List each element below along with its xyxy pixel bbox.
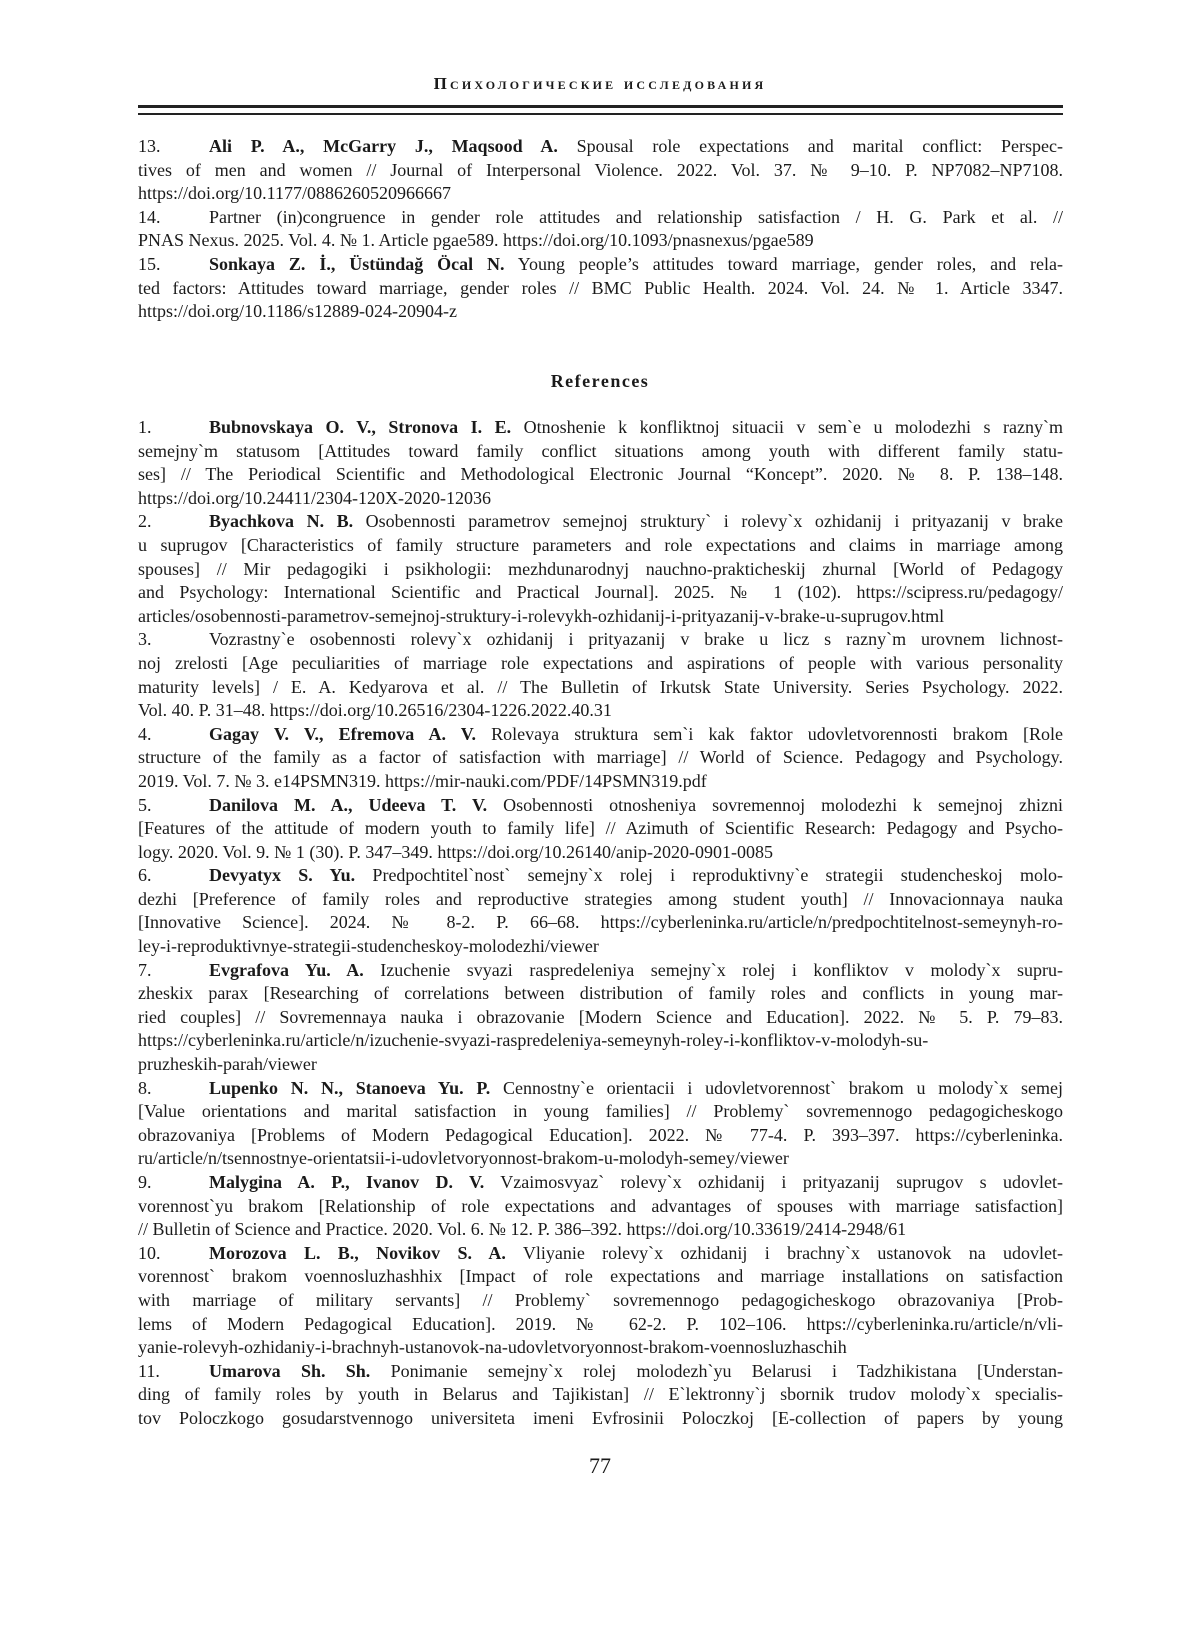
reference-line [138, 770, 1063, 794]
reference-entry [138, 206, 1063, 253]
reference-text: PNAS Nexus. 2025. Vol. 4. № 1. Article pgae589. https://doi.org/10.1093/pnasnexus/pgae589 [138, 230, 814, 250]
reference-text: [Features of the attitude of modern youth to family life] // Azimuth of Scientific Research: Pedagogy and Psycho- [138, 818, 1063, 838]
reference-text: Predpochtitel`nost` semejny`x rolej i reproduktivny`e strategii studencheskoj molo- [355, 865, 1063, 885]
reference-entry [138, 723, 1063, 794]
reference-text: semejny`m statusom [Attitudes toward family conflict situations among youth with different family statu- [138, 441, 1063, 461]
running-head: Психологические исследования [0, 74, 1200, 94]
reference-text: and Psychology: International Scientific and Practical Journal]. 2025. № 1 (102). https://scipress.ru/pedagogy/ [138, 582, 1063, 602]
reference-text: ru/article/n/tsennostnye-orientatsii-i-udovletvoryonnost-brakom-u-molodyh-semey/viewer [138, 1148, 789, 1168]
reference-text: dezhi [Preference of family roles and reproductive strategies among student youth] // Innovacionnaya nauka [138, 889, 1063, 909]
reference-text: pruzheskih-parah/viewer [138, 1054, 317, 1074]
reference-text: Partner (in)congruence in gender role attitudes and relationship satisfaction / H. G. Park et al. // [209, 207, 1063, 227]
reference-line [138, 277, 1063, 301]
reference-text: Otnoshenie k konfliktnoj situacii v sem`e u molodezhi s razny`m [511, 417, 1063, 437]
reference-text: Osobennosti parametrov semejnoj struktury` i rolevy`x ozhidanij i prityazanij v brake [353, 511, 1063, 531]
reference-text: Young people’s attitudes toward marriage, gender roles, and rela- [505, 254, 1063, 274]
reference-text: // Bulletin of Science and Practice. 2020. Vol. 6. № 12. P. 386–392. https://doi.org/10.33619/2414-2948/61 [138, 1219, 906, 1239]
reference-text: spouses] // Mir pedagogiki i psikhologii: mezhdunarodnyj nauchno-prakticheskij zhurnal [World of Pedagogy [138, 559, 1063, 579]
reference-line [138, 841, 1063, 865]
page-number: 77 [0, 1453, 1200, 1479]
reference-authors: Danilova M. A., Udeeva T. V. [209, 795, 487, 815]
reference-text: ding of family roles by youth in Belarus and Tajikistan] // E`lektronny`j sbornik trudov molody`x specialis- [138, 1384, 1063, 1404]
reference-line [138, 699, 1063, 723]
reference-text: zheskix parax [Researching of correlations between distribution of family roles and conflicts in young mar- [138, 983, 1063, 1003]
reference-line [138, 1124, 1063, 1148]
reference-text: [Value orientations and marital satisfaction in young families] // Problemy` sovremennogo pedagogicheskogo [138, 1101, 1063, 1121]
reference-line [138, 652, 1063, 676]
reference-line [138, 487, 1063, 511]
reference-number: 1. [138, 416, 193, 440]
reference-line [138, 300, 1063, 324]
reference-number: 4. [138, 723, 193, 747]
reference-text: lems of Modern Pedagogical Education]. 2019. № 62-2. P. 102–106. https://cyberleninka.ru/article/n/vli- [138, 1314, 1063, 1334]
reference-line [138, 440, 1063, 464]
reference-line [138, 723, 1063, 747]
reference-entry [138, 253, 1063, 324]
reference-line [138, 1383, 1063, 1407]
reference-text: tov Poloczkogo gosudarstvennogo universiteta imeni Evfrosinii Poloczkoj [E-collection of papers by young [138, 1408, 1063, 1428]
reference-text: yanie-rolevyh-ozhidaniy-i-brachnyh-ustanovok-na-udovletvoryonnost-brakom-voennosluzhaschih [138, 1337, 847, 1357]
reference-line [138, 1029, 1063, 1053]
reference-authors: Byachkova N. B. [209, 511, 353, 531]
reference-line [138, 534, 1063, 558]
reference-authors: Evgrafova Yu. A. [209, 960, 364, 980]
reference-number: 2. [138, 510, 193, 534]
reference-number: 7. [138, 959, 193, 983]
reference-line [138, 229, 1063, 253]
reference-text: vorennost`yu brakom [Relationship of role expectations and advantages of spouses with marriage satisfaction] [138, 1196, 1063, 1216]
reference-line [138, 911, 1063, 935]
reference-line [138, 1218, 1063, 1242]
reference-authors: Umarova Sh. Sh. [209, 1361, 370, 1381]
reference-authors: Morozova L. B., Novikov S. A. [209, 1243, 506, 1263]
reference-line [138, 935, 1063, 959]
reference-line [138, 1265, 1063, 1289]
reference-entry [138, 794, 1063, 865]
reference-text: vorennost` brakom voennosluzhashhix [Impact of role expectations and marriage installations on satisfaction [138, 1266, 1063, 1286]
reference-line [138, 135, 1063, 159]
reference-entry [138, 959, 1063, 1077]
reference-line [138, 581, 1063, 605]
reference-text: [Innovative Science]. 2024. № 8-2. P. 66–68. https://cyberleninka.ru/article/n/predpochtitelnost-semeynyh-ro- [138, 912, 1063, 932]
reference-text: with marriage of military servants] // Problemy` sovremennogo pedagogicheskogo obrazovaniya [Prob- [138, 1290, 1063, 1310]
reference-number: 13. [138, 135, 193, 159]
reference-authors: Gagay V. V., Efremova A. V. [209, 724, 476, 744]
reference-line [138, 1006, 1063, 1030]
reference-number: 15. [138, 253, 193, 277]
reference-line [138, 794, 1063, 818]
reference-line [138, 1360, 1063, 1384]
reference-line [138, 1336, 1063, 1360]
reference-line [138, 959, 1063, 983]
reference-line [138, 628, 1063, 652]
reference-text: Vozrastny`e osobennosti rolevy`x ozhidanij i prityazanij v brake u licz s razny`m urovnem lichnost- [209, 629, 1063, 649]
reference-number: 11. [138, 1360, 193, 1384]
reference-entry [138, 864, 1063, 958]
reference-entry [138, 1171, 1063, 1242]
header-rule-thin [138, 113, 1063, 115]
reference-text: Vliyanie rolevy`x ozhidanij i brachny`x ustanovok na udovlet- [506, 1243, 1063, 1263]
reference-text: noj zrelosti [Age peculiarities of marriage role expectations and aspirations of people with various personality [138, 653, 1063, 673]
reference-authors: Sonkaya Z. İ., Üstündağ Öcal N. [209, 254, 505, 274]
reference-text: structure of the family as a factor of satisfaction with marriage] // World of Science. Pedagogy and Psychology. [138, 747, 1063, 767]
reference-line [138, 1242, 1063, 1266]
reference-number: 14. [138, 206, 193, 230]
reference-number: 9. [138, 1171, 193, 1195]
reference-text: Osobennosti otnosheniya sovremennoj molodezhi k semejnoj zhizni [487, 795, 1063, 815]
reference-line [138, 1147, 1063, 1171]
reference-line [138, 1100, 1063, 1124]
reference-line [138, 676, 1063, 700]
reference-text: logy. 2020. Vol. 9. № 1 (30). P. 347–349. https://doi.org/10.26140/anip-2020-0901-0085 [138, 842, 773, 862]
reference-line [138, 1077, 1063, 1101]
reference-text: maturity levels] / E. A. Kedyarova et al. // The Bulletin of Irkutsk State University. Series Psychology. 2022. [138, 677, 1063, 697]
reference-text: Spousal role expectations and marital conflict: Perspec- [558, 136, 1063, 156]
reference-text: https://doi.org/10.24411/2304-120X-2020-12036 [138, 488, 491, 508]
reference-number: 3. [138, 628, 193, 652]
reference-number: 8. [138, 1077, 193, 1101]
reference-text: 2019. Vol. 7. № 3. e14PSMN319. https://mir-nauki.com/PDF/14PSMN319.pdf [138, 771, 707, 791]
reference-line [138, 888, 1063, 912]
reference-entry [138, 416, 1063, 510]
reference-line [138, 605, 1063, 629]
references-list [138, 416, 1063, 1431]
reference-entry [138, 1360, 1063, 1431]
reference-text: Ponimanie semejny`x rolej molodezh`yu Belarusi i Tadzhikistana [Understan- [370, 1361, 1063, 1381]
reference-line [138, 558, 1063, 582]
reference-line [138, 1053, 1063, 1077]
reference-line [138, 510, 1063, 534]
reference-text: https://doi.org/10.1177/0886260520966667 [138, 183, 451, 203]
reference-line [138, 1171, 1063, 1195]
reference-text: ses] // The Periodical Scientific and Methodological Electronic Journal “Koncept”. 2020. № 8. P. 138–148. [138, 464, 1063, 484]
reference-line [138, 182, 1063, 206]
reference-line [138, 817, 1063, 841]
reference-line [138, 416, 1063, 440]
reference-authors: Lupenko N. N., Stanoeva Yu. P. [209, 1078, 490, 1098]
reference-entry [138, 628, 1063, 722]
references-heading: References [0, 371, 1200, 392]
reference-entry [138, 510, 1063, 628]
reference-line [138, 253, 1063, 277]
reference-text: ried couples] // Sovremennaya nauka i obrazovanie [Modern Science and Education]. 2022. № 5. P. 79–83. [138, 1007, 1063, 1027]
reference-entry [138, 1077, 1063, 1171]
reference-text: Rolevaya struktura sem`i kak faktor udovletvorennosti brakom [Role [476, 724, 1063, 744]
reference-authors: Devyatyx S. Yu. [209, 865, 355, 885]
reference-text: Izuchenie svyazi raspredeleniya semejny`x rolej i konfliktov v molody`x supru- [364, 960, 1063, 980]
reference-number: 10. [138, 1242, 193, 1266]
reference-line [138, 463, 1063, 487]
reference-line [138, 1289, 1063, 1313]
header-rule-thick [138, 105, 1063, 108]
reference-entry [138, 135, 1063, 206]
reference-text: tives of men and women // Journal of Interpersonal Violence. 2022. Vol. 37. № 9–10. P. NP7082–NP7108. [138, 160, 1063, 180]
reference-line [138, 206, 1063, 230]
reference-text: https://cyberleninka.ru/article/n/izuchenie-svyazi-raspredeleniya-semeynyh-roley-i-konfliktov-v-molodyh-su- [138, 1030, 928, 1050]
reference-line [138, 746, 1063, 770]
reference-text: Cennostny`e orientacii i udovletvorennost` brakom u molody`x semej [490, 1078, 1063, 1098]
reference-text: obrazovaniya [Problems of Modern Pedagogical Education]. 2022. № 77-4. P. 393–397. https://cyberleninka. [138, 1125, 1063, 1145]
reference-text: https://doi.org/10.1186/s12889-024-20904-z [138, 301, 457, 321]
reference-text: u suprugov [Characteristics of family structure parameters and role expectations and claims in marriage among [138, 535, 1063, 555]
reference-entry [138, 1242, 1063, 1360]
reference-text: Vzaimosvyaz` rolevy`x ozhidanij i prityazanij suprugov s udovlet- [484, 1172, 1063, 1192]
reference-number: 6. [138, 864, 193, 888]
reference-text: articles/osobennosti-parametrov-semejnoj-struktury-i-rolevykh-ozhidanij-i-prityazanij-v-brake-u-suprugov.html [138, 606, 944, 626]
reference-number: 5. [138, 794, 193, 818]
reference-authors: Malygina A. P., Ivanov D. V. [209, 1172, 484, 1192]
reference-text: ley-i-reproduktivnye-strategii-studencheskoy-molodezhi/viewer [138, 936, 599, 956]
reference-line [138, 159, 1063, 183]
reference-line [138, 864, 1063, 888]
reference-line [138, 1407, 1063, 1431]
reference-text: ted factors: Attitudes toward marriage, gender roles // BMC Public Health. 2024. Vol. 24. № 1. Article 3347. [138, 278, 1063, 298]
reference-list-continued [138, 135, 1063, 324]
reference-text: Vol. 40. P. 31–48. https://doi.org/10.26516/2304-1226.2022.40.31 [138, 700, 612, 720]
reference-line [138, 1313, 1063, 1337]
reference-line [138, 982, 1063, 1006]
reference-authors: Ali P. A., McGarry J., Maqsood A. [209, 136, 558, 156]
reference-authors: Bubnovskaya O. V., Stronova I. E. [209, 417, 511, 437]
reference-line [138, 1195, 1063, 1219]
